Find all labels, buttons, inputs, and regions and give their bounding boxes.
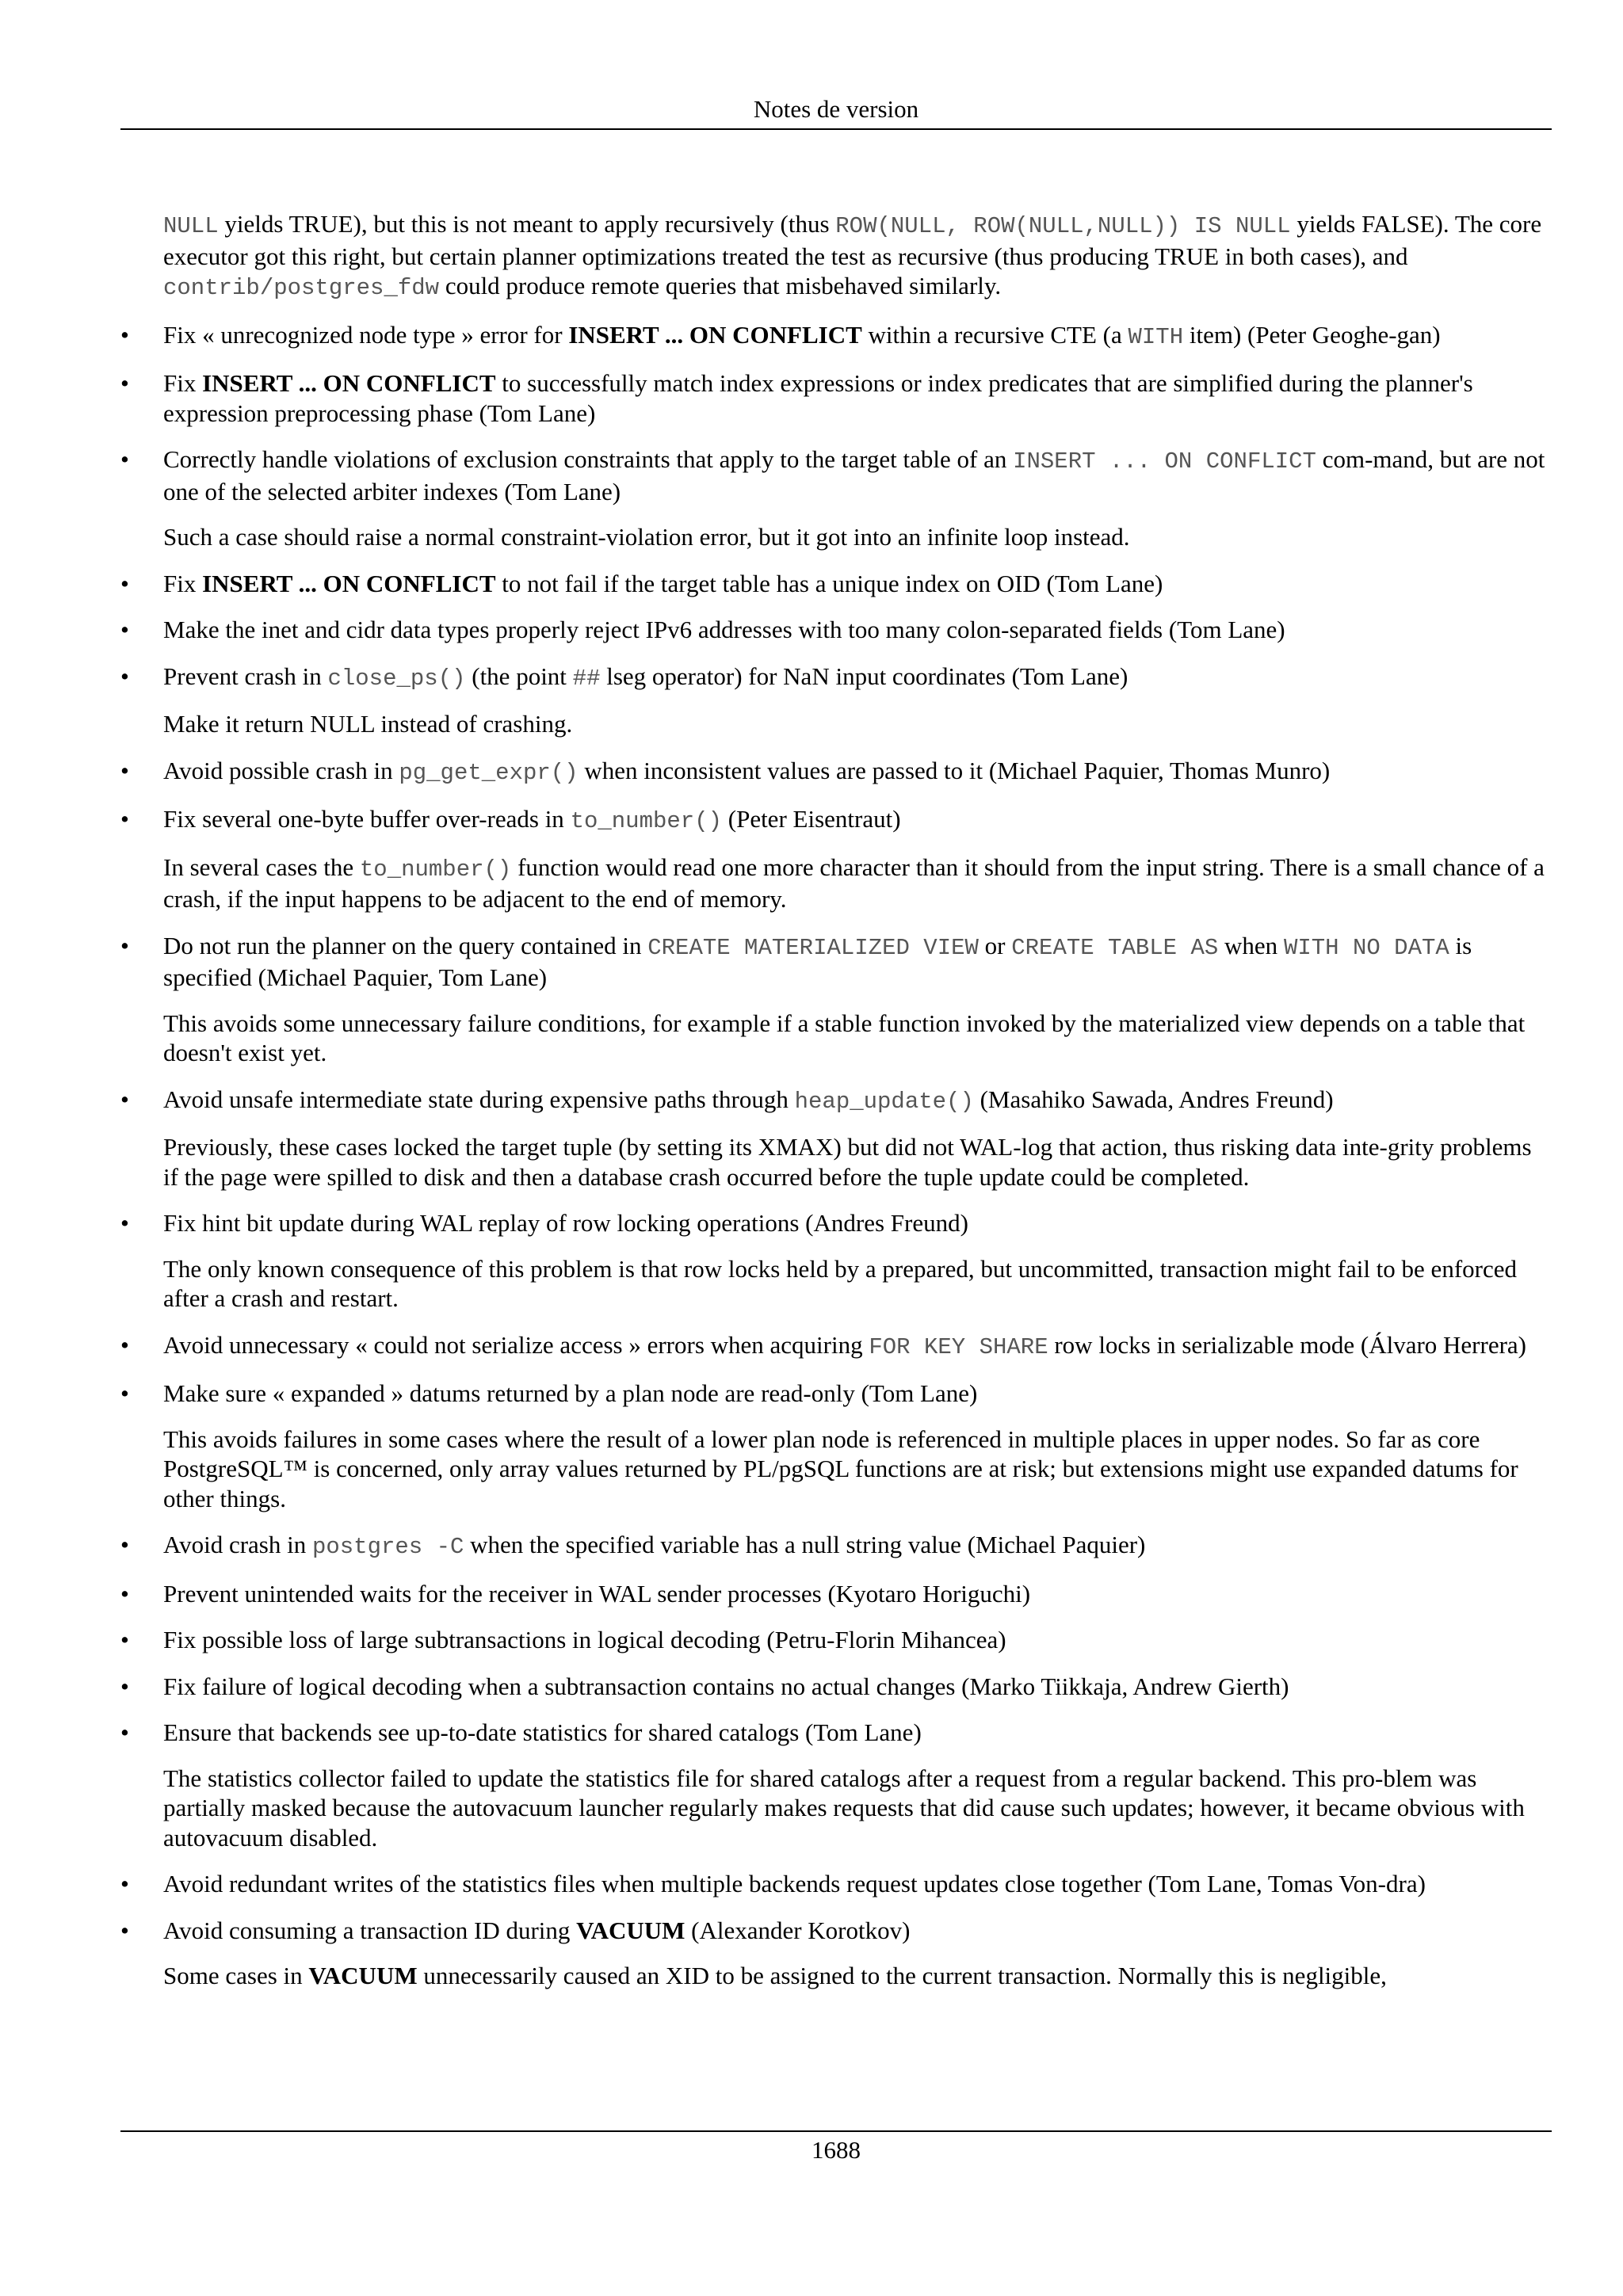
text-run: Fix hint bit update during WAL replay of row locking operations (Andres Freund) — [163, 1209, 968, 1237]
paragraph-text — [163, 931, 1552, 993]
bullet-icon: • — [120, 1209, 129, 1237]
paragraph-text — [163, 1916, 1552, 1946]
bullet-icon: • — [120, 1579, 129, 1608]
text-run: (Peter Eisentraut) — [722, 805, 901, 833]
command-name: INSERT ... ON CONFLICT — [202, 369, 496, 397]
text-run: Avoid unsafe intermediate state during expensive paths through — [163, 1085, 795, 1113]
bullet-icon: • — [120, 662, 129, 690]
bullet-icon: • — [120, 616, 129, 643]
text-run: Correctly handle violations of exclusion constraints that apply to the target table of an — [163, 445, 1014, 473]
paragraph-text — [163, 1085, 1552, 1117]
text-run: Avoid redundant writes of the statistics files when multiple backends request updates close together (Tom Lane, Tomas Von-dra) — [163, 1870, 1426, 1897]
paragraph-text — [163, 756, 1552, 788]
list-item — [120, 1869, 1552, 1899]
text-run: The statistics collector failed to update the statistics file for shared catalogs after a request from a regular backend. This pro-blem was partially masked because the autovacuum launcher regularly makes requests that did cause such updates; however, it became obvious with autovacuum disabled. — [163, 1764, 1525, 1852]
inline-code: to_number() — [359, 856, 512, 883]
text-run: Fix several one-byte buffer over-reads in — [163, 805, 571, 833]
paragraph-text — [163, 368, 1552, 428]
command-name: VACUUM — [308, 1962, 418, 1989]
inline-code: heap_update() — [794, 1088, 974, 1115]
inline-code: close_ps() — [327, 665, 466, 692]
item-note-paragraph — [120, 1254, 1552, 1314]
text-run: or — [978, 931, 1012, 959]
command-name: INSERT ... ON CONFLICT — [202, 569, 496, 597]
list-item — [120, 320, 1552, 353]
text-run: Avoid unnecessary « could not serialize access » errors when acquiring — [163, 1330, 869, 1359]
text-run: when — [1218, 931, 1284, 959]
list-item — [120, 1208, 1552, 1238]
paragraph-text — [163, 1869, 1552, 1899]
text-run: Fix « unrecognized node type » error for — [163, 320, 569, 349]
text-run: to not fail if the target table has a unique index on OID (Tom Lane) — [495, 569, 1163, 597]
text-run: could produce remote queries that misbehaved similarly. — [439, 272, 1002, 299]
text-run: Do not run the planner on the query contained in — [163, 931, 648, 959]
paragraph-text — [163, 1764, 1552, 1853]
text-run: Avoid possible crash in — [163, 756, 399, 784]
bullet-icon: • — [120, 756, 129, 784]
header-rule — [120, 128, 1552, 130]
item-note-paragraph — [120, 709, 1552, 739]
item-note-paragraph — [120, 1009, 1552, 1068]
command-name: VACUUM — [576, 1916, 685, 1944]
text-run: when the specified variable has a null string value (Michael Paquier) — [464, 1531, 1146, 1558]
text-run: Avoid consuming a transaction ID during — [163, 1916, 577, 1944]
inline-code: CREATE MATERIALIZED VIEW — [647, 934, 979, 961]
bullet-icon: • — [120, 1870, 129, 1897]
paragraph-text — [163, 1579, 1552, 1609]
text-run: Prevent unintended waits for the receiver in WAL sender processes (Kyotaro Horiguchi) — [163, 1579, 1031, 1608]
text-run: lseg operator) for NaN input coordinates (Tom Lane) — [600, 662, 1128, 690]
list-item — [120, 1718, 1552, 1748]
text-run: yields TRUE), but this is not meant to apply recursively (thus — [218, 210, 836, 238]
text-run: Make the inet and cidr data types properly reject IPv6 addresses with too many colon-separated fields (Tom Lane) — [163, 616, 1285, 643]
text-run: function would read one more character than it should from the input string. There is a small chance of a crash, if the input happens to be adjacent to the end of memory. — [163, 852, 1545, 913]
paragraph-text — [163, 1625, 1552, 1655]
footer-rule — [120, 2130, 1552, 2132]
text-run: (Masahiko Sawada, Andres Freund) — [973, 1085, 1334, 1113]
item-note-paragraph — [120, 852, 1552, 914]
paragraph-text — [163, 569, 1552, 599]
text-run: Ensure that backends see up-to-date statistics for shared catalogs (Tom Lane) — [163, 1718, 922, 1746]
inline-code: ROW(NULL, ROW(NULL,NULL)) IS NULL — [835, 213, 1291, 239]
item-note-paragraph — [120, 1764, 1552, 1853]
text-run: is specified (Michael Paquier, Tom Lane) — [163, 931, 1472, 991]
text-run: (the point — [465, 662, 573, 690]
inline-code: INSERT ... ON CONFLICT — [1013, 448, 1316, 475]
text-run: to successfully match index expressions or index predicates that are simplified during the planner's expression preprocessing phase (Tom Lane) — [163, 369, 1473, 427]
paragraph-text — [163, 1254, 1552, 1314]
text-run: Make it return NULL instead of crashing. — [163, 710, 573, 738]
item-note-paragraph — [120, 1132, 1552, 1192]
text-run: Fix failure of logical decoding when a subtransaction contains no actual changes (Marko Tiikkaja, Andrew Gierth) — [163, 1672, 1289, 1700]
text-run: when inconsistent values are passed to it (Michael Paquier, Thomas Munro) — [578, 756, 1331, 784]
item-note-paragraph — [120, 1425, 1552, 1514]
text-run: Fix possible loss of large subtransactions in logical decoding (Petru-Florin Mihancea) — [163, 1626, 1006, 1653]
bullet-icon: • — [120, 1085, 129, 1113]
paragraph-text — [163, 1132, 1552, 1192]
continued-paragraph — [120, 209, 1552, 303]
text-run: This avoids some unnecessary failure conditions, for example if a stable function invoked by the materialized view depends on a table that doesn't exist yet. — [163, 1009, 1526, 1066]
list-item — [120, 368, 1552, 428]
list-item — [120, 1379, 1552, 1409]
inline-code: CREATE TABLE AS — [1011, 934, 1219, 961]
bullet-icon: • — [120, 445, 129, 473]
text-run: row locks in serializable mode (Álvaro Herrera) — [1048, 1330, 1526, 1359]
paragraph-text — [163, 1672, 1552, 1702]
paragraph-text — [163, 1330, 1552, 1363]
list-item — [120, 1672, 1552, 1702]
bullet-icon: • — [120, 369, 129, 397]
bullet-icon: • — [120, 1916, 129, 1944]
text-run: Prevent crash in — [163, 662, 328, 690]
paragraph-text — [163, 662, 1552, 694]
list-item — [120, 662, 1552, 694]
paragraph-text — [163, 209, 1552, 303]
inline-code: contrib/postgres_fdw — [163, 275, 440, 301]
item-note-paragraph — [120, 522, 1552, 552]
paragraph-text — [163, 1961, 1552, 1991]
paragraph-text — [163, 804, 1552, 837]
paragraph-text — [163, 522, 1552, 552]
command-name: INSERT ... ON CONFLICT — [568, 320, 862, 349]
text-run: item) (Peter Geoghe-gan) — [1183, 320, 1441, 349]
list-item — [120, 615, 1552, 645]
page-number: 1688 — [812, 2136, 861, 2164]
bullet-icon: • — [120, 320, 129, 349]
inline-code: to_number() — [570, 808, 722, 834]
inline-code: WITH NO DATA — [1283, 934, 1449, 961]
inline-code: ## — [572, 665, 601, 692]
text-run: This avoids failures in some cases where the result of a lower plan node is referenced in multiple places in upper nodes. So far as core PostgreSQL™ is concerned, only array values returned by PL/pgSQL functions are at risk; but extensions might use expanded datums for other things. — [163, 1425, 1518, 1512]
text-run: within a recursive CTE (a — [861, 320, 1128, 349]
paragraph-text — [163, 320, 1552, 353]
bullet-icon: • — [120, 1718, 129, 1746]
list-item — [120, 804, 1552, 837]
bullet-icon: • — [120, 1626, 129, 1653]
inline-code: FOR KEY SHARE — [869, 1333, 1048, 1360]
inline-code: WITH — [1128, 323, 1184, 350]
text-run: Such a case should raise a normal constraint-violation error, but it got into an infinite loop instead. — [163, 523, 1130, 551]
paragraph-text — [163, 444, 1552, 506]
text-run: (Alexander Korotkov) — [685, 1916, 911, 1944]
text-run: Make sure « expanded » datums returned by a plan node are read-only (Tom Lane) — [163, 1379, 978, 1407]
bullet-icon: • — [120, 1531, 129, 1558]
list-item — [120, 1085, 1552, 1117]
bullet-icon: • — [120, 805, 129, 833]
bullet-icon: • — [120, 569, 129, 597]
text-run: Fix — [163, 369, 203, 397]
text-run: com-mand, but are not one of the selected arbiter indexes (Tom Lane) — [163, 445, 1545, 505]
item-note-paragraph — [120, 1961, 1552, 1991]
list-item — [120, 1625, 1552, 1655]
text-run: Fix — [163, 569, 203, 597]
inline-code: postgres -C — [311, 1534, 464, 1560]
list-item — [120, 1916, 1552, 1946]
bullet-icon: • — [120, 1330, 129, 1359]
list-item — [120, 1330, 1552, 1363]
list-item — [120, 444, 1552, 506]
inline-code: NULL — [163, 213, 219, 239]
paragraph-text — [163, 615, 1552, 645]
bullet-icon: • — [120, 931, 129, 959]
page-header: Notes de version — [753, 95, 919, 123]
text-run: The only known consequence of this problem is that row locks held by a prepared, but uncommitted, transaction might fail to be enforced after a crash and restart. — [163, 1254, 1517, 1312]
text-run: Avoid crash in — [163, 1531, 312, 1558]
paragraph-text — [163, 709, 1552, 739]
list-item — [120, 569, 1552, 599]
text-run: In several cases the — [163, 852, 360, 881]
list-item — [120, 1579, 1552, 1609]
list-item — [120, 1530, 1552, 1562]
bullet-icon: • — [120, 1379, 129, 1407]
paragraph-text — [163, 1009, 1552, 1068]
document-body — [120, 209, 1552, 1991]
paragraph-text — [163, 1379, 1552, 1409]
bullet-icon: • — [120, 1672, 129, 1700]
paragraph-text — [163, 1530, 1552, 1562]
paragraph-text — [163, 1718, 1552, 1748]
list-item — [120, 931, 1552, 993]
paragraph-text — [163, 1425, 1552, 1514]
paragraph-text — [163, 1208, 1552, 1238]
list-item — [120, 756, 1552, 788]
text-run: yields FALSE). The core executor got this right, but certain planner optimizations treated the test as recursive (thus producing TRUE in both cases), and — [163, 210, 1542, 270]
text-run: Some cases in — [163, 1962, 309, 1989]
text-run: unnecessarily caused an XID to be assigned to the current transaction. Normally this is negligible, — [417, 1962, 1387, 1989]
text-run: Previously, these cases locked the target tuple (by setting its XMAX) but did not WAL-log that action, thus risking data inte-grity problems if the page were spilled to disk and then a database crash occurred before the tuple update could be completed. — [163, 1133, 1532, 1191]
inline-code: pg_get_expr() — [399, 759, 579, 786]
paragraph-text — [163, 852, 1552, 914]
